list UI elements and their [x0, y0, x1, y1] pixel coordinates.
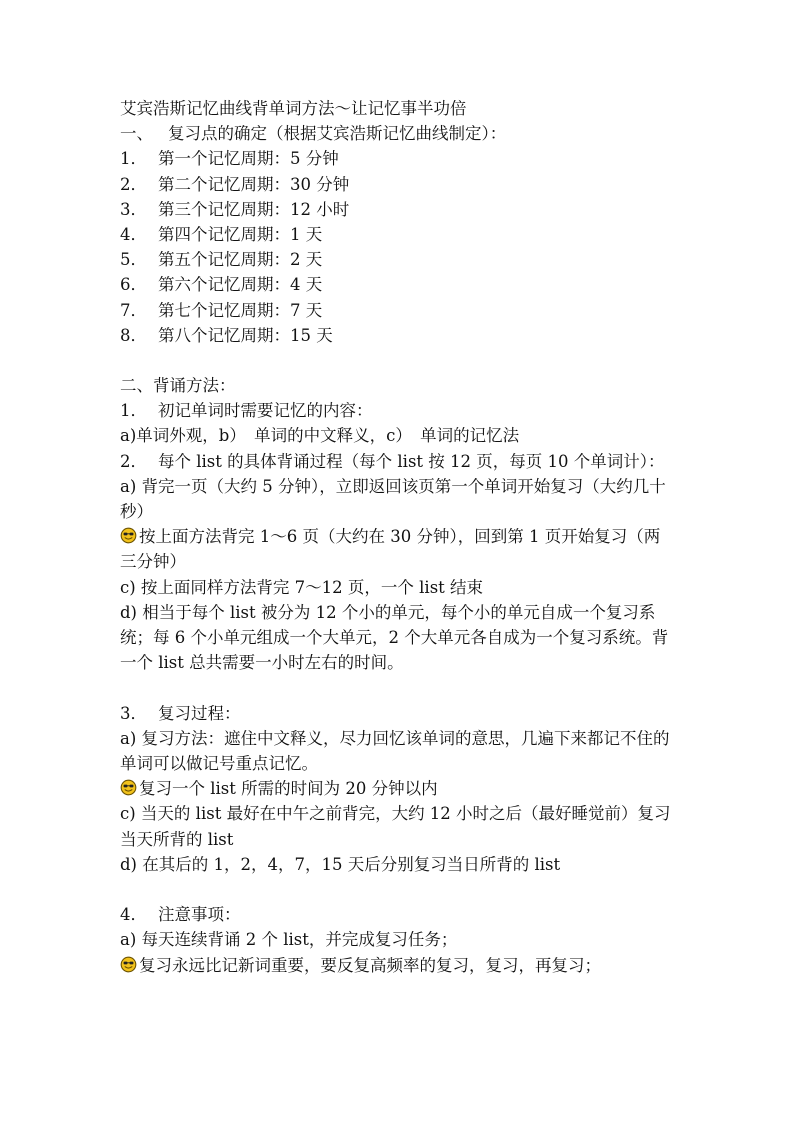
- list-item-number: 3．: [120, 199, 147, 219]
- point-text: 注意事项：: [158, 905, 241, 925]
- list-item-number: 5．: [120, 250, 147, 270]
- list-item: [120, 197, 676, 222]
- list-item-text: 第二个记忆周期：30 分钟: [158, 174, 350, 194]
- section2-point-2: [120, 449, 676, 474]
- list-item-text: 第五个记忆周期：2 天: [158, 250, 323, 270]
- list-item-text: 第八个记忆周期：15 天: [158, 325, 333, 345]
- list-item-text: 第六个记忆周期：4 天: [158, 275, 323, 295]
- point-text: 每个 list 的具体背诵过程（每个 list 按 12 页，每页 10 个单词计）：: [158, 451, 665, 471]
- section2-item-c: c) 按上面同样方法背完 7～12 页，一个 list 结束: [120, 577, 484, 597]
- list-item-number: 8．: [120, 325, 147, 345]
- document-title: 艾宾浩斯记忆曲线背单词方法～让记忆事半功倍: [120, 99, 467, 118]
- list-item: [120, 323, 676, 348]
- section1-marker: 一、: [120, 124, 153, 144]
- section2-item-a: a) 背完一页（大约 5 分钟），立即返回该页第一个单词开始复习（大约几十秒）: [120, 476, 666, 522]
- smiley-sunglasses-icon: [120, 779, 137, 796]
- list-item: [120, 172, 676, 197]
- section2-item-b: [120, 524, 676, 574]
- point-number: 2．: [120, 451, 147, 471]
- section2-item-b-text: 按上面方法背完 1～6 页（大约在 30 分钟），回到第 1 页开始复习（两三分钟）: [120, 527, 661, 572]
- section3-item-b: [120, 776, 676, 801]
- list-item-number: 4．: [120, 224, 147, 244]
- list-item-number: 1．: [120, 149, 147, 169]
- document-body: [120, 96, 676, 978]
- list-item-text: 第三个记忆周期：12 小时: [158, 199, 350, 219]
- section3-item-d: d) 在其后的 1，2，4，7，15 天后分别复习当日所背的 list: [120, 854, 561, 874]
- section2-point-1: [120, 398, 676, 423]
- list-item-text: 第四个记忆周期：1 天: [158, 224, 323, 244]
- section4-item-b: [120, 953, 676, 978]
- point-text: 复习过程：: [158, 703, 241, 723]
- spacer: [120, 675, 676, 700]
- list-item-number: 2．: [120, 174, 147, 194]
- section2-heading: 二、背诵方法：: [120, 376, 236, 396]
- list-item-text: 第一个记忆周期：5 分钟: [158, 149, 339, 169]
- list-item: [120, 146, 676, 171]
- list-item: [120, 298, 676, 323]
- smiley-sunglasses-icon: [120, 956, 137, 973]
- list-item-text: 第七个记忆周期：7 天: [158, 300, 323, 320]
- section4-item-a: a) 每天连续背诵 2 个 list，并完成复习任务；: [120, 930, 458, 950]
- smiley-sunglasses-icon: [120, 527, 137, 544]
- list-item-number: 6．: [120, 275, 147, 295]
- list-item: [120, 222, 676, 247]
- section3-heading: [120, 701, 676, 726]
- section4-heading: [120, 902, 676, 927]
- point-number: 4．: [120, 905, 147, 925]
- section3-item-b-text: 复习一个 list 所需的时间为 20 分钟以内: [139, 779, 438, 799]
- section2-point-1-sub: a)单词外观，b） 单词的中文释义，c） 单词的记忆法: [120, 426, 520, 446]
- list-item-number: 7．: [120, 300, 147, 320]
- section4-item-b-text: 复习永远比记新词重要，要反复高频率的复习，复习，再复习；: [139, 955, 601, 975]
- point-number: 3．: [120, 703, 147, 723]
- list-item: [120, 272, 676, 297]
- section3-item-a: a) 复习方法：遮住中文释义，尽力回忆该单词的意思，几遍下来都记不住的单词可以做记号重点记忆。: [120, 728, 670, 774]
- spacer: [120, 877, 676, 902]
- list-item: [120, 247, 676, 272]
- spacer: [120, 348, 676, 373]
- section2-item-d: d) 相当于每个 list 被分为 12 个小的单元，每个小的单元自成一个复习系统；每 6 个小单元组成一个大单元，2 个大单元各自成为一个复习系统。背一个 list 总共需要一小时左右的时间。: [120, 602, 669, 673]
- point-number: 1．: [120, 401, 147, 421]
- section3-item-c: c) 当天的 list 最好在中午之前背完，大约 12 小时之后（最好睡觉前）复习当天所背的 list: [120, 804, 671, 849]
- section1-heading-text: 复习点的确定（根据艾宾浩斯记忆曲线制定）：: [168, 124, 507, 144]
- point-text: 初记单词时需要记忆的内容：: [158, 401, 373, 421]
- section1-heading: [120, 121, 676, 146]
